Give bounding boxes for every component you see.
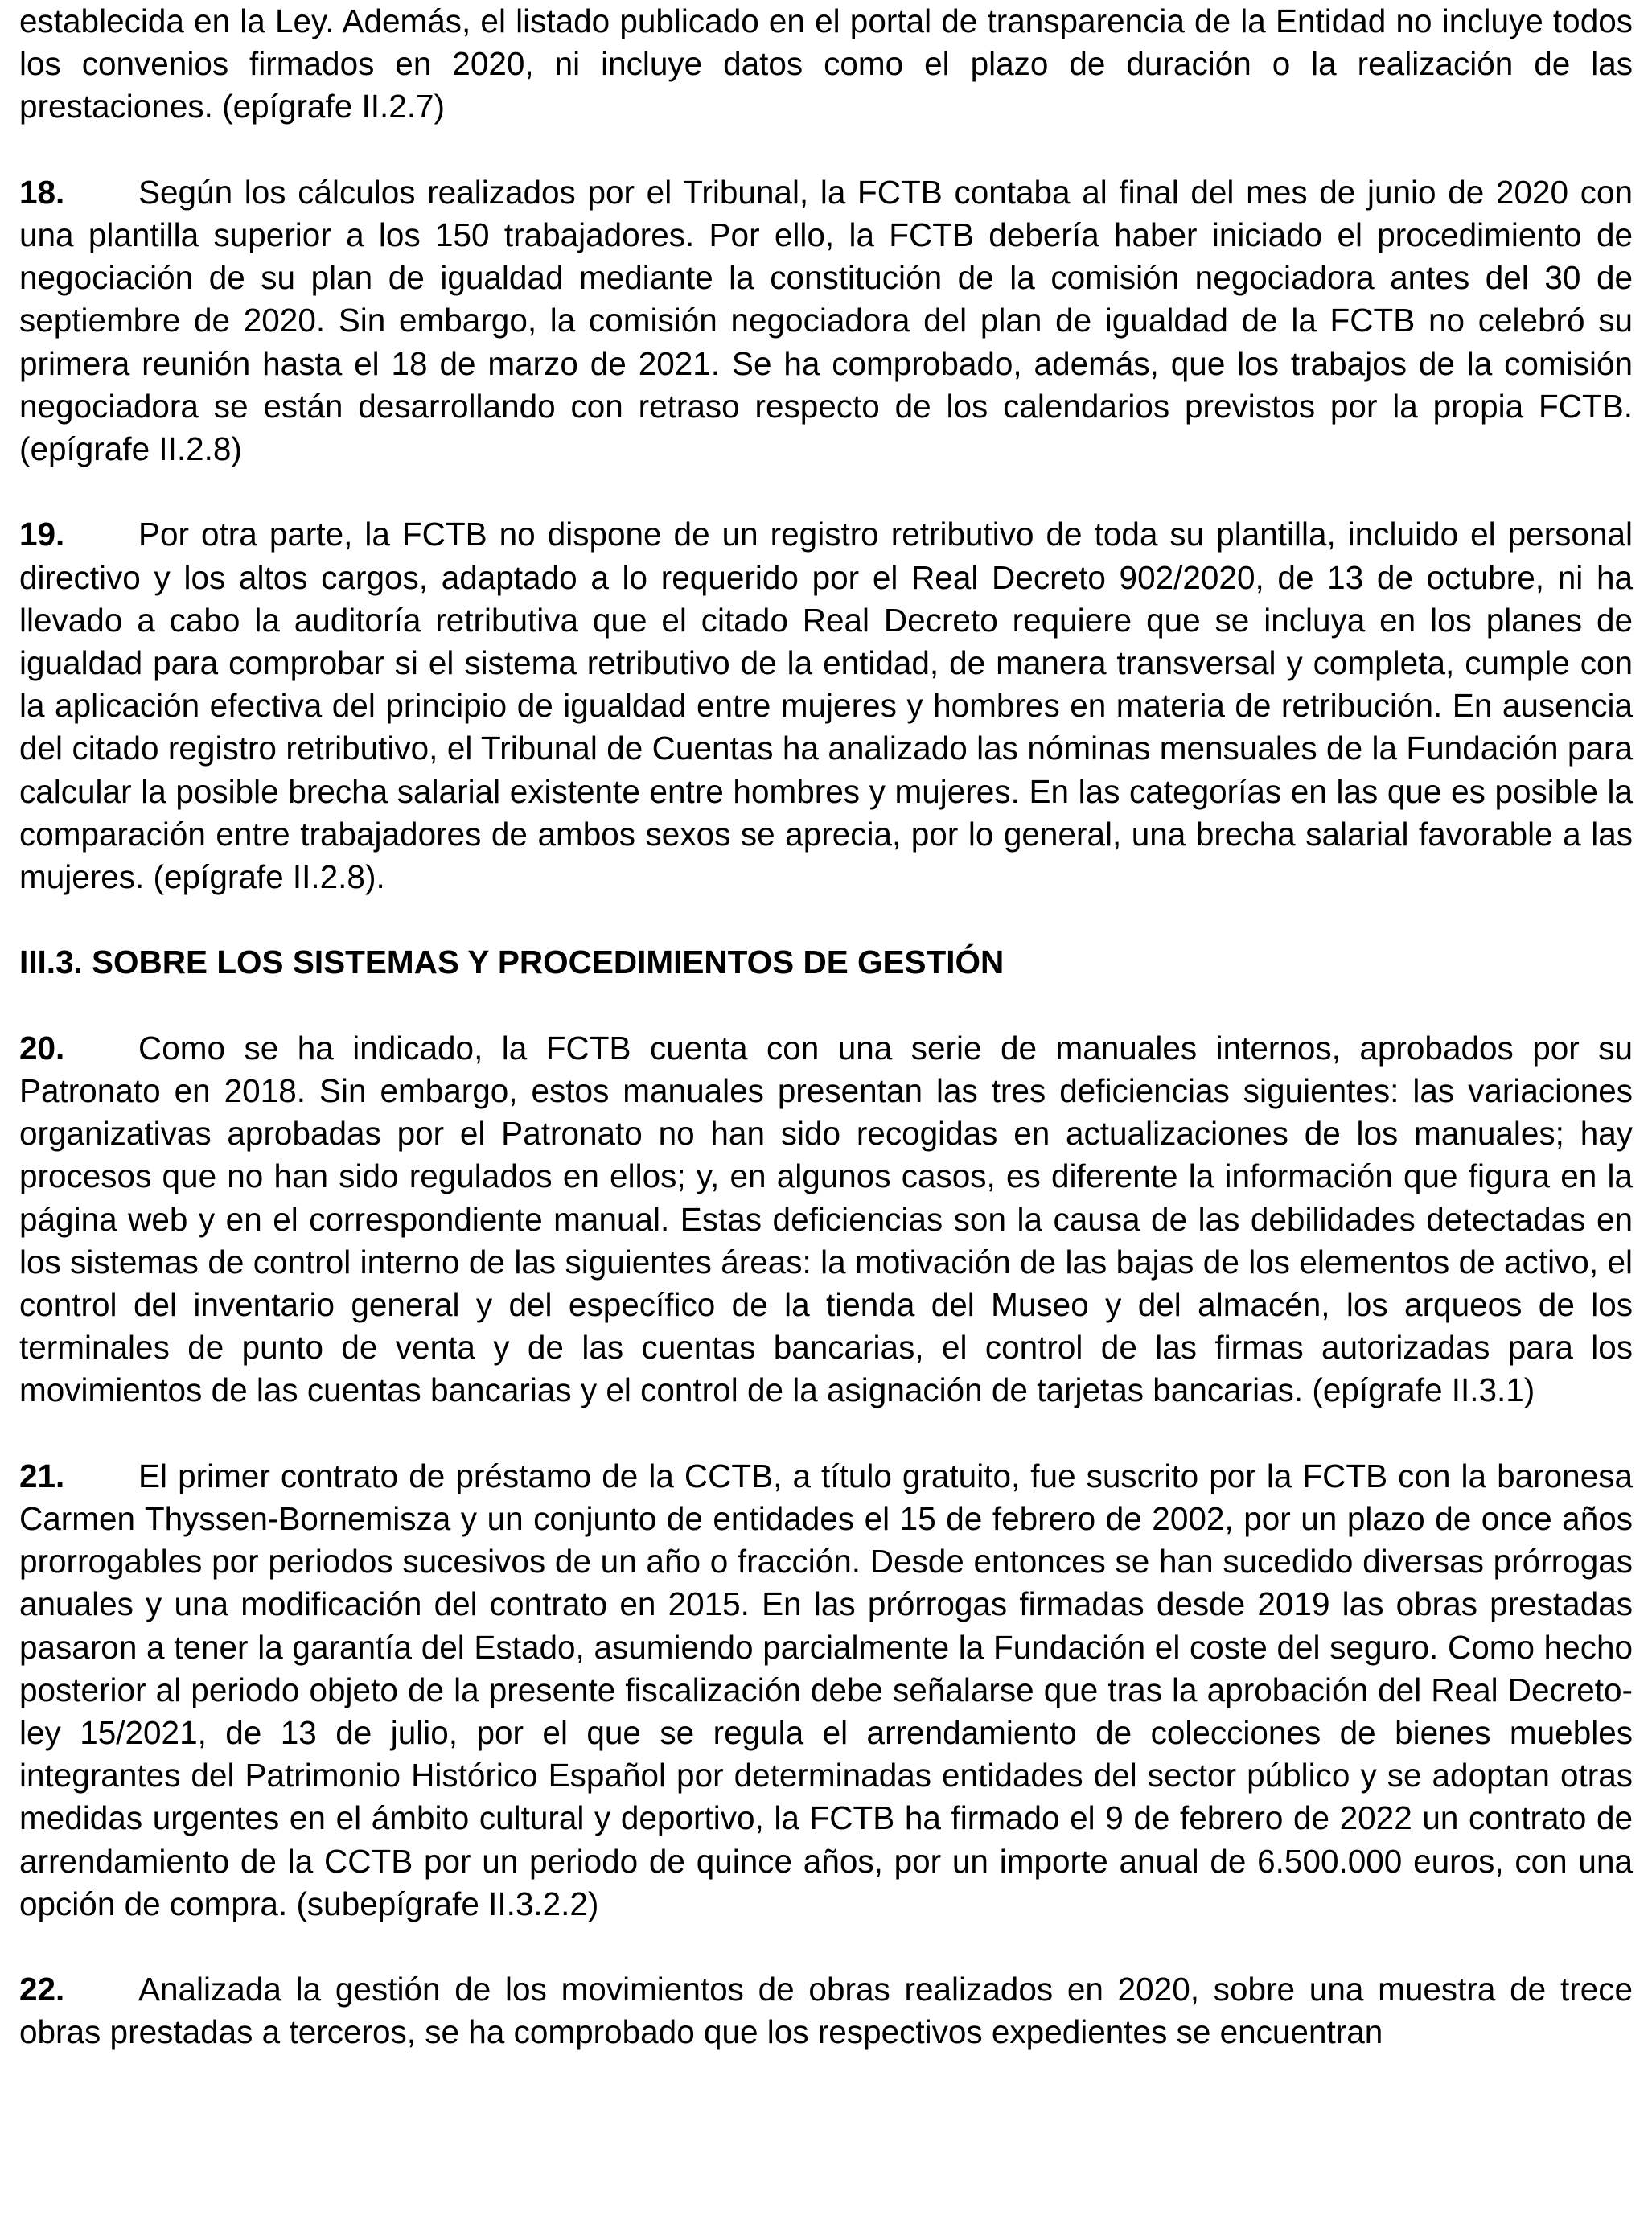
paragraph-21 xyxy=(19,1455,1633,1926)
paragraph-number: 20. xyxy=(19,1029,65,1067)
paragraph-number: 22. xyxy=(19,1971,65,2008)
paragraph-18 xyxy=(19,171,1633,471)
paragraph-number: 18. xyxy=(19,173,65,211)
paragraph-text: Por otra parte, la FCTB no dispone de un registro retributivo de toda su plantilla, incluido el personal directivo y los altos cargos, adaptado a lo requerido por el Real Decreto 902/2020, de 13 de octubre, ni ha llevado a cabo la auditoría retributiva que el citado Real Decreto requiere que se incluya en los planes de igualdad para comprobar si el sistema retributivo de la entidad, de manera transversal y completa, cumple con la aplicación efectiva del principio de igualdad entre mujeres y hombres en materia de retribución. En ausencia del citado registro retributivo, el Tribunal de Cuentas ha analizado las nóminas mensuales de la Fundación para calcular la posible brecha salarial existente entre hombres y mujeres. En las categorías en las que es posible la comparación entre trabajadores de ambos sexos se aprecia, por lo general, una brecha salarial favorable a las mujeres. (epígrafe II.2.8). xyxy=(19,516,1633,896)
paragraph-text: Analizada la gestión de los movimientos de obras realizados en 2020, sobre una muestra de trece obras prestadas a terceros, se ha comprobado que los respectivos expedientes se encuentran xyxy=(19,1971,1633,2051)
paragraph-text: Como se ha indicado, la FCTB cuenta con una serie de manuales internos, aprobados por su Patronato en 2018. Sin embargo, estos manuales presentan las tres deficiencias siguientes: las variaciones organizativas aprobadas por el Patronato no han sido recogidas en actualizaciones de los manuales; hay procesos que no han sido regulados en ellos; y, en algunos casos, es diferente la información que figura en la página web y en el correspondiente manual. Estas deficiencias son la causa de las debilidades detectadas en los sistemas de control interno de las siguientes áreas: la motivación de las bajas de los elementos de activo, el control del inventario general y del específico de la tienda del Museo y del almacén, los arqueos de los terminales de punto de venta y de las cuentas bancarias, el control de las firmas autorizadas para los movimientos de las cuentas bancarias y el control de la asignación de tarjetas bancarias. (epígrafe II.3.1) xyxy=(19,1029,1633,1409)
paragraph-text: El primer contrato de préstamo de la CCTB, a título gratuito, fue suscrito por la FCTB con la baronesa Carmen Thyssen-Bornemisza y un conjunto de entidades el 15 de febrero de 2002, por un plazo de once años prorrogables por periodos sucesivos de un año o fracción. Desde entonces se han sucedido diversas prórrogas anuales y una modificación del contrato en 2015. En las prórrogas firmadas desde 2019 las obras prestadas pasaron a tener la garantía del Estado, asumiendo parcialmente la Fundación el coste del seguro. Como hecho posterior al periodo objeto de la presente fiscalización debe señalarse que tras la aprobación del Real Decreto-ley 15/2021, de 13 de julio, por el que se regula el arrendamiento de colecciones de bienes muebles integrantes del Patrimonio Histórico Español por determinadas entidades del sector público y se adoptan otras medidas urgentes en el ámbito cultural y deportivo, la FCTB ha firmado el 9 de febrero de 2022 un contrato de arrendamiento de la CCTB por un periodo de quince años, por un importe anual de 6.500.000 euros, con una opción de compra. (subepígrafe II.3.2.2) xyxy=(19,1457,1633,1922)
paragraph-continuation xyxy=(19,0,1633,129)
section-heading: III.3. SOBRE LOS SISTEMAS Y PROCEDIMIENTOS DE GESTIÓN xyxy=(19,944,1005,981)
paragraph-text: Según los cálculos realizados por el Tribunal, la FCTB contaba al final del mes de junio de 2020 con una plantilla superior a los 150 trabajadores. Por ello, la FCTB debería haber iniciado el procedimiento de negociación de su plan de igualdad mediante la constitución de la comisión negociadora antes del 30 de septiembre de 2020. Sin embargo, la comisión negociadora del plan de igualdad de la FCTB no celebró su primera reunión hasta el 18 de marzo de 2021. Se ha comprobado, además, que los trabajos de la comisión negociadora se están desarrollando con retraso respecto de los calendarios previstos por la propia FCTB. (epígrafe II.2.8) xyxy=(19,173,1633,468)
paragraph-22 xyxy=(19,1968,1633,2054)
paragraph-19 xyxy=(19,513,1633,898)
paragraph-text: establecida en la Ley. Además, el listado publicado en el portal de transparencia de la Entidad no incluye todos los convenios firmados en 2020, ni incluye datos como el plazo de duración o la realización de las prestaciones. (epígrafe II.2.7) xyxy=(19,2,1633,125)
paragraph-number: 21. xyxy=(19,1457,65,1494)
document-page xyxy=(19,0,1633,2054)
paragraph-20 xyxy=(19,1027,1633,1412)
paragraph-number: 19. xyxy=(19,516,65,553)
